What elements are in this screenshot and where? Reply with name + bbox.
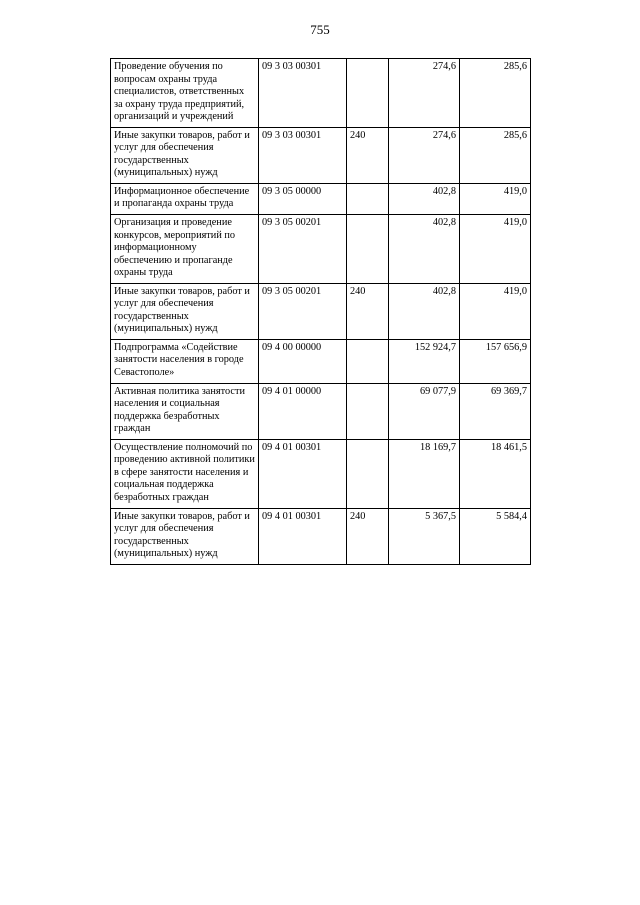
row-type: 240 — [347, 127, 389, 183]
table-row — [111, 127, 531, 183]
row-code: 09 4 01 00301 — [259, 508, 347, 564]
table-row — [111, 215, 531, 284]
row-value2: 69 369,7 — [460, 383, 531, 439]
row-code: 09 3 05 00201 — [259, 283, 347, 339]
row-value1: 274,6 — [389, 59, 460, 128]
table-row — [111, 183, 531, 214]
row-value1: 402,8 — [389, 215, 460, 284]
row-name: Иные закупки товаров, работ и услуг для обеспечения государственных (муниципальных) нужд — [111, 283, 259, 339]
row-value1: 18 169,7 — [389, 439, 460, 508]
row-code: 09 3 03 00301 — [259, 59, 347, 128]
row-type — [347, 439, 389, 508]
budget-table — [110, 58, 531, 565]
row-value1: 152 924,7 — [389, 339, 460, 383]
budget-table-body — [111, 59, 531, 565]
row-name: Иные закупки товаров, работ и услуг для обеспечения государственных (муниципальных) нужд — [111, 508, 259, 564]
row-type: 240 — [347, 508, 389, 564]
row-name: Активная политика занятости населения и социальная поддержка безработных граждан — [111, 383, 259, 439]
budget-table-container — [110, 58, 530, 565]
row-code: 09 3 05 00000 — [259, 183, 347, 214]
row-code: 09 4 01 00000 — [259, 383, 347, 439]
row-type — [347, 339, 389, 383]
table-row — [111, 439, 531, 508]
row-value2: 419,0 — [460, 283, 531, 339]
row-code: 09 3 03 00301 — [259, 127, 347, 183]
row-type: 240 — [347, 283, 389, 339]
row-value1: 69 077,9 — [389, 383, 460, 439]
row-name: Проведение обучения по вопросам охраны труда специалистов, ответственных за охрану труда предприятий, организаций и учреждений — [111, 59, 259, 128]
row-value1: 402,8 — [389, 183, 460, 214]
table-row — [111, 508, 531, 564]
row-value2: 18 461,5 — [460, 439, 531, 508]
table-row — [111, 383, 531, 439]
row-value1: 274,6 — [389, 127, 460, 183]
row-type — [347, 215, 389, 284]
row-value1: 5 367,5 — [389, 508, 460, 564]
table-row — [111, 283, 531, 339]
row-value2: 285,6 — [460, 59, 531, 128]
row-name: Иные закупки товаров, работ и услуг для обеспечения государственных (муниципальных) нужд — [111, 127, 259, 183]
row-name: Информационное обеспечение и пропаганда охраны труда — [111, 183, 259, 214]
row-value1: 402,8 — [389, 283, 460, 339]
row-code: 09 4 00 00000 — [259, 339, 347, 383]
row-value2: 285,6 — [460, 127, 531, 183]
table-row — [111, 59, 531, 128]
row-code: 09 4 01 00301 — [259, 439, 347, 508]
row-name: Подпрограмма «Содействие занятости населения в городе Севастополе» — [111, 339, 259, 383]
table-row — [111, 339, 531, 383]
row-value2: 419,0 — [460, 215, 531, 284]
row-code: 09 3 05 00201 — [259, 215, 347, 284]
row-value2: 157 656,9 — [460, 339, 531, 383]
row-type — [347, 183, 389, 214]
row-value2: 419,0 — [460, 183, 531, 214]
row-type — [347, 383, 389, 439]
row-type — [347, 59, 389, 128]
row-value2: 5 584,4 — [460, 508, 531, 564]
page-number: 755 — [310, 22, 330, 37]
row-name: Осуществление полномочий по проведению активной политики в сфере занятости населения и социальная поддержка безработных граждан — [111, 439, 259, 508]
row-name: Организация и проведение конкурсов, мероприятий по информационному обеспечению и пропаганде охраны труда — [111, 215, 259, 284]
